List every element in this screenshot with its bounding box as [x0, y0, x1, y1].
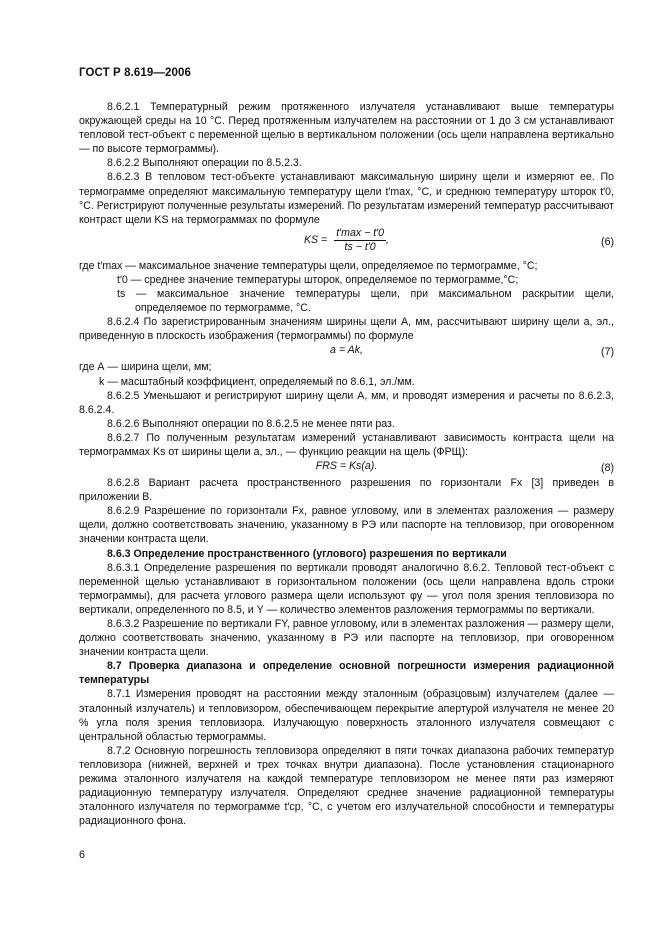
formula-7-number: (7) [601, 346, 614, 359]
document-body [79, 100, 614, 828]
where-A: где А — ширина щели, мм; [79, 361, 212, 374]
formula-6-lhs: KS = [303, 234, 328, 247]
formula-6-numerator: t′max − t′0 [336, 226, 385, 239]
paragraph-8-7-1: 8.7.1 Измерения проводят на расстоянии между эталонным (образцовым) излучателем (далее — эталонный излучатель) и тепловизором, обеспечивающем перекрытие апертурой излучателя не менее 20 % угла поля зрения тепловизора. Излучающую поверхность эталонного излучателя совмещают с центральной областью термограммы. [79, 688, 614, 743]
formula-8-number: (8) [601, 462, 614, 475]
document-header: ГОСТ Р 8.619—2006 [79, 67, 191, 79]
paragraph-8-6-3-1: 8.6.3.1 Определение разрешения по вертикали проводят аналогично 8.6.2. Тепловой тест-объект с переменной щелью устанавливают в горизонтальном положении (ось щели направлена вдоль строки термограммы), для расчета углового размера щели используют φy — угол поля зрения тепловизора по вертикали, определенного по 8.5, и Y — количество элементов разложения термограммы по вертикали. [79, 561, 614, 616]
formula-7-expression: a = Ak, [330, 344, 363, 357]
where-k: k — масштабный коэффициент, определяемый по 8.6.1, эл./мм. [99, 375, 415, 388]
heading-8-6-3: 8.6.3 Определение пространственного (углового) разрешения по вертикали [107, 547, 507, 560]
paragraph-8-6-2-2: 8.6.2.2 Выполняют операции по 8.5.2.3. [107, 157, 302, 170]
page-number: 6 [79, 849, 85, 861]
paragraph-8-6-2-4: 8.6.2.4 По зарегистрированным значениям ширины щели А, мм, рассчитывают ширину щели а, эл., приведенную в плоскость изображения (термограммы) по формуле [79, 316, 614, 343]
formula-6-tail: , [386, 234, 389, 247]
where-t0: t′0 — среднее значение температуры шторок, определяемое по термограмме,°С; [117, 273, 519, 286]
formula-8-expression: FRS = Ks(a). [315, 460, 378, 473]
paragraph-8-6-2-7: 8.6.2.7 По полученным результатам измерений устанавливают зависимость контраста щели на термограммах Ks от ширины щели а, эл., — функцию реакции на щель (ФРЩ): [79, 431, 614, 458]
paragraph-8-6-2-3: 8.6.2.3 В тепловом тест-объекте устанавливают максимальную ширину щели и измеряют ее. По термограмме определяют максимальную температуру щели t′max, °С, и среднюю температуру шторок t′0, °С. Регистрируют полученные результаты измерений. По результатам измерений температур рассчитывают контраст щели KS на термограммах по формуле [79, 171, 614, 226]
formula-6-number: (6) [601, 235, 614, 248]
where-ts: ts — максимальное значение температуры щели, при максимальном раскрытии щели, определяемое по термограмме, °С. [117, 288, 614, 315]
where-t-max: где t′max — максимальное значение температуры щели, определяемое по термограмме, °С; [79, 259, 538, 272]
paragraph-8-6-2-6: 8.6.2.6 Выполняют операции по 8.6.2.5 не менее пяти раз. [107, 417, 395, 430]
formula-7 [79, 343, 614, 360]
formula-6 [79, 227, 614, 259]
formula-8 [79, 459, 614, 476]
formula-6-denominator: ts − t′0 [344, 240, 376, 253]
paragraph-8-7-2: 8.7.2 Основную погрешность тепловизора определяют в пяти точках диапазона рабочих температур тепловизора (нижней, верхней и трех точках внутри диапазона). После установления стационарного режима эталонного излучателя на каждой температуре тепловизором не менее пяти раз измеряют радиационную температуру излучателя. Определяют среднее значение радиационной температуры эталонного излучателя по термограмме t′ср, °С, с учетом его излучательной способности и температуры радиационного фона. [79, 744, 614, 828]
paragraph-8-6-2-8: 8.6.2.8 Вариант расчета пространственного разрешения по горизонтали Fx [3] приведен в приложении В. [79, 477, 614, 504]
paragraph-8-6-2-9: 8.6.2.9 Разрешение по горизонтали Fx, равное угловому, или в элементах разложения — размеру щели, должно соответствовать значению, указанному в РЭ или паспорте на тепловизор, при оговоренном значении контраста щели. [79, 505, 614, 546]
paragraph-8-6-2-5: 8.6.2.5 Уменьшают и регистрируют ширину щели А, мм, и проводят измерения и расчеты по 8.6.2.3, 8.6.2.4. [79, 389, 614, 416]
heading-8-7: 8.7 Проверка диапазона и определение основной погрешности измерения радиационной температуры [79, 660, 614, 687]
paragraph-8-6-2-1: 8.6.2.1 Температурный режим протяженного излучателя устанавливают выше температуры окружающей среды на 10 °С. Перед протяженным излучателем на расстоянии от 1 до 3 см устанавливают тепловой тест-объект с переменной щелью в вертикальном положении (ось щели направлена вертикально — по высоте термограммы). [79, 101, 614, 156]
paragraph-8-6-3-2: 8.6.3.2 Разрешение по вертикали FY, равное угловому, или в элементах разложения — размеру щели, должно соответствовать значению, указанному в РЭ или паспорте на тепловизор, при оговоренном значении контраста щели. [79, 618, 614, 659]
formula-6-fraction [334, 227, 386, 254]
